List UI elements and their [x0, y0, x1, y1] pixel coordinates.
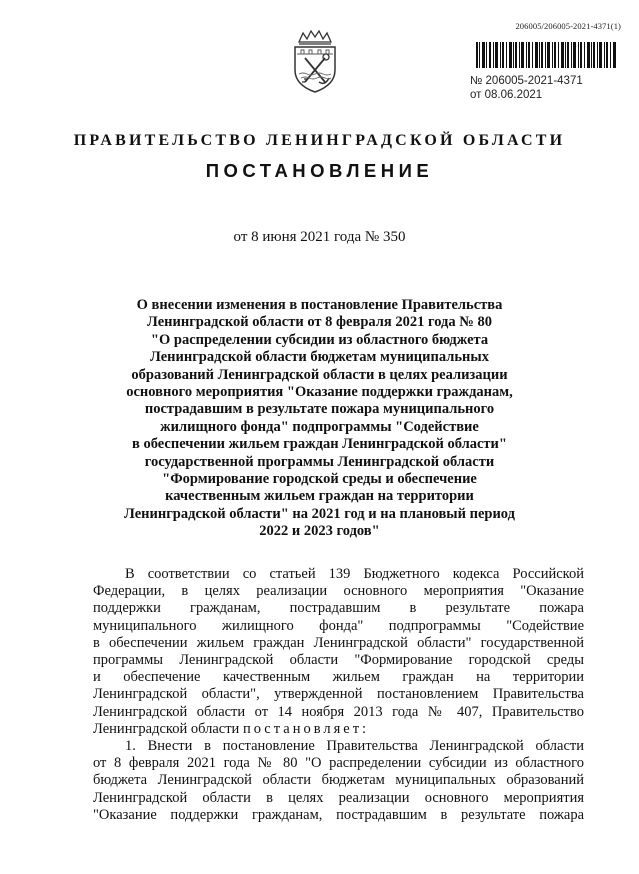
title-line: в обеспечении жильем граждан Ленинградской области"	[132, 436, 507, 453]
title-line: основного мероприятия "Оказание поддержки гражданам,	[126, 384, 513, 401]
title-line: Ленинградской области" на 2021 год и на плановый период	[124, 505, 515, 522]
barcode-icon	[476, 42, 616, 68]
item-line: "Оказание поддержки гражданам, пострадавшим в результате пожара	[93, 806, 584, 823]
preamble-line: программы Ленинградской области "Формирование городской среды	[93, 652, 584, 669]
item-line: Ленинградской области в целях реализации основного мероприятия	[93, 789, 584, 806]
document-date-number: от 8 июня 2021 года № 350	[233, 229, 406, 245]
item-line: бюджета Ленинградской области бюджетам муниципальных образований	[93, 772, 584, 789]
preamble-line: Ленинградской области от 14 ноября 2013 года № 407, Правительство	[93, 703, 584, 720]
title-line: образований Ленинградской области в целях реализации	[131, 366, 508, 383]
document-type: ПОСТАНОВЛЕНИЕ	[205, 160, 434, 181]
preamble-line: В соответствии со статьей 139 Бюджетного кодекса Российской	[125, 566, 584, 582]
title-line: государственной программы Ленинградской области	[144, 453, 495, 470]
preamble-line: Ленинградской области", утвержденной постановлением Правительства	[93, 686, 584, 703]
registration-date: от 08.06.2021	[470, 89, 543, 101]
coat-of-arms-icon	[289, 30, 341, 94]
item-line: 1. Внести в постановление Правительства Ленинградской области	[125, 738, 584, 755]
title-line: "Формирование городской среды и обеспечение	[162, 471, 477, 488]
title-line: Ленинградской области от 8 февраля 2021 года № 80	[147, 314, 492, 331]
title-line: 2022 и 2023 годов"	[259, 523, 380, 540]
preamble-paragraph	[93, 566, 584, 738]
title-line: качественным жильем граждан на территории	[165, 488, 474, 505]
preamble-line: и обеспечение качественным жильем граждан на территории	[93, 669, 584, 686]
preamble-last-line	[93, 721, 584, 738]
title-line: Ленинградской области бюджетам муниципальных	[150, 349, 489, 366]
preamble-line: поддержки гражданам, пострадавшим в результате пожара	[93, 600, 584, 617]
item-line: от 8 февраля 2021 года № 80 "О распределении субсидии из областного	[93, 755, 584, 772]
title-line: пострадавшим в результате пожара муниципального	[144, 401, 495, 418]
item-1-paragraph	[93, 738, 584, 824]
organization-name: ПРАВИТЕЛЬСТВО ЛЕНИНГРАДСКОЙ ОБЛАСТИ	[73, 132, 566, 149]
document-title	[95, 297, 544, 541]
title-line: жилищного фонда" подпрограммы "Содействие	[160, 418, 479, 435]
title-line: О внесении изменения в постановление Правительства	[136, 297, 503, 313]
decree-word: постановляет:	[242, 720, 370, 737]
preamble-line: Ленинградской области	[93, 720, 240, 737]
title-line: "О распределении субсидии из областного бюджета	[150, 331, 489, 348]
preamble-line: муниципального жилищного фонда" подпрограммы "Содействие	[93, 617, 584, 634]
preamble-line: Федерации, в целях реализации основного мероприятия "Оказание	[93, 583, 584, 600]
document-body	[93, 566, 584, 824]
registration-number: № 206005-2021-4371	[470, 75, 583, 87]
preamble-line: в обеспечении жильем граждан Ленинградской области" государственной	[93, 634, 584, 651]
document-id: 206005/206005-2021-4371(1)	[515, 21, 621, 31]
